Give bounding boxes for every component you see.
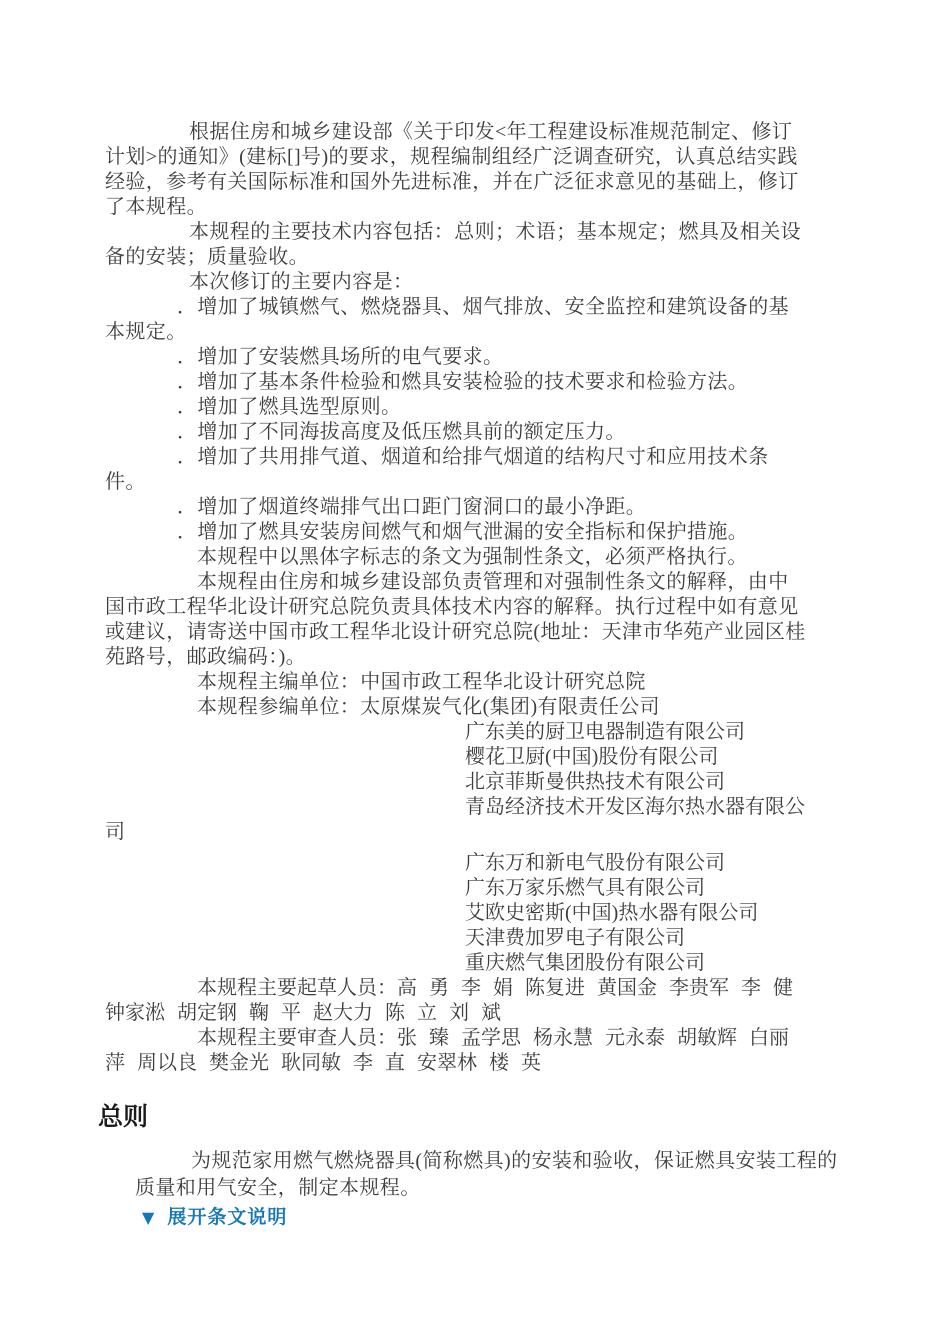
section-general-provisions: [98, 1102, 950, 1230]
participating-company: 樱花卫厨(中国)股份有限公司: [465, 746, 719, 768]
down-triangle-icon: ▼: [142, 1207, 155, 1227]
preface-paragraph: 本规程的主要技术内容包括：总则；术语；基本规定；燃具及相关设备的安装；质量验收。: [105, 221, 801, 268]
preface-paragraph: 本规程主编单位：中国市政工程华北设计研究总院: [197, 671, 646, 693]
participating-company: 艾欧史密斯(中国)热水器有限公司: [465, 902, 759, 924]
participating-company: 重庆燃气集团股份有限公司: [465, 952, 705, 974]
section-title: 总则: [98, 1103, 149, 1131]
personnel-names-line: 钟家淞 胡定钢 鞠 平 赵大力 陈 立 刘 斌: [105, 1002, 501, 1024]
participating-company: 广东万和新电气股份有限公司: [465, 852, 725, 874]
preface-block: [105, 120, 950, 1076]
revision-list-item: ．增加了烟道终端排气出口距门窗洞口的最小净距。: [177, 496, 647, 518]
preface-paragraph: 本规程由住房和城乡建设部负责管理和对强制性条文的解释，由中国市政工程华北设计研究总院负责具体技术内容的解释。执行过程中如有意见或建议，请寄送中国市政工程华北设计研究总院(地址：天津市华苑产业园区桂苑路号，邮政编码：)。: [105, 571, 806, 668]
personnel-names-line: 萍 周以良 樊金光 耿同敏 李 直 安翠林 楼 英: [105, 1052, 541, 1074]
revision-list-item: ．增加了基本条件检验和燃具安装检验的技术要求和检验方法。: [177, 371, 749, 393]
revision-list-item: ．增加了燃具选型原则。: [177, 396, 402, 418]
revision-list-item: ．增加了不同海拔高度及低压燃具前的额定压力。: [177, 421, 626, 443]
preface-paragraph: 本规程参编单位：太原煤炭气化(集团)有限责任公司: [197, 696, 660, 718]
revision-list-item: ．增加了安装燃具场所的电气要求。: [177, 346, 504, 368]
expand-clause-notes-link[interactable]: [142, 1205, 287, 1230]
participating-company: 天津费加罗电子有限公司: [465, 927, 685, 949]
revision-list-item: ．增加了共用排气道、烟道和给排气烟道的结构尺寸和应用技术条件。: [105, 446, 769, 493]
section-paragraph: 为规范家用燃气燃烧器具(简称燃具)的安装和验收，保证燃具安装工程的质量和用气安全，制定本规程。: [135, 1150, 838, 1199]
participating-company: 广东美的厨卫电器制造有限公司: [465, 721, 745, 743]
expand-clause-notes-label: 展开条文说明: [167, 1207, 288, 1228]
preface-paragraph: 本规程中以黑体字标志的条文为强制性条文，必须严格执行。: [197, 546, 748, 568]
personnel-names-line: 本规程主要起草人员：高 勇 李 娟 陈复进 黄国金 李贵军 李 健: [197, 977, 793, 999]
personnel-names-line: 本规程主要审查人员：张 臻 孟学思 杨永慧 元永泰 胡敏辉 白丽: [197, 1027, 789, 1049]
revision-list-item: ．增加了燃具安装房间燃气和烟气泄漏的安全指标和保护措施。: [177, 521, 749, 543]
revision-list-item: ．增加了城镇燃气、燃烧器具、烟气排放、安全监控和建筑设备的基本规定。: [105, 296, 789, 343]
preface-paragraph: 根据住房和城乡建设部《关于印发<年工程建设标准规范制定、修订计划>的通知》(建标[]号)的要求，规程编制组经广泛调查研究，认真总结实践经验，参考有关国际标准和国外先进标准，并在广泛征求意见的基础上，修订了本规程。: [105, 121, 799, 218]
participating-company: 广东万家乐燃气具有限公司: [465, 877, 705, 899]
participating-company: 北京菲斯曼供热技术有限公司: [465, 771, 725, 793]
participating-company: 青岛经济技术开发区海尔热水器有限公司: [105, 796, 805, 843]
preface-paragraph: 本次修订的主要内容是：: [189, 271, 414, 293]
